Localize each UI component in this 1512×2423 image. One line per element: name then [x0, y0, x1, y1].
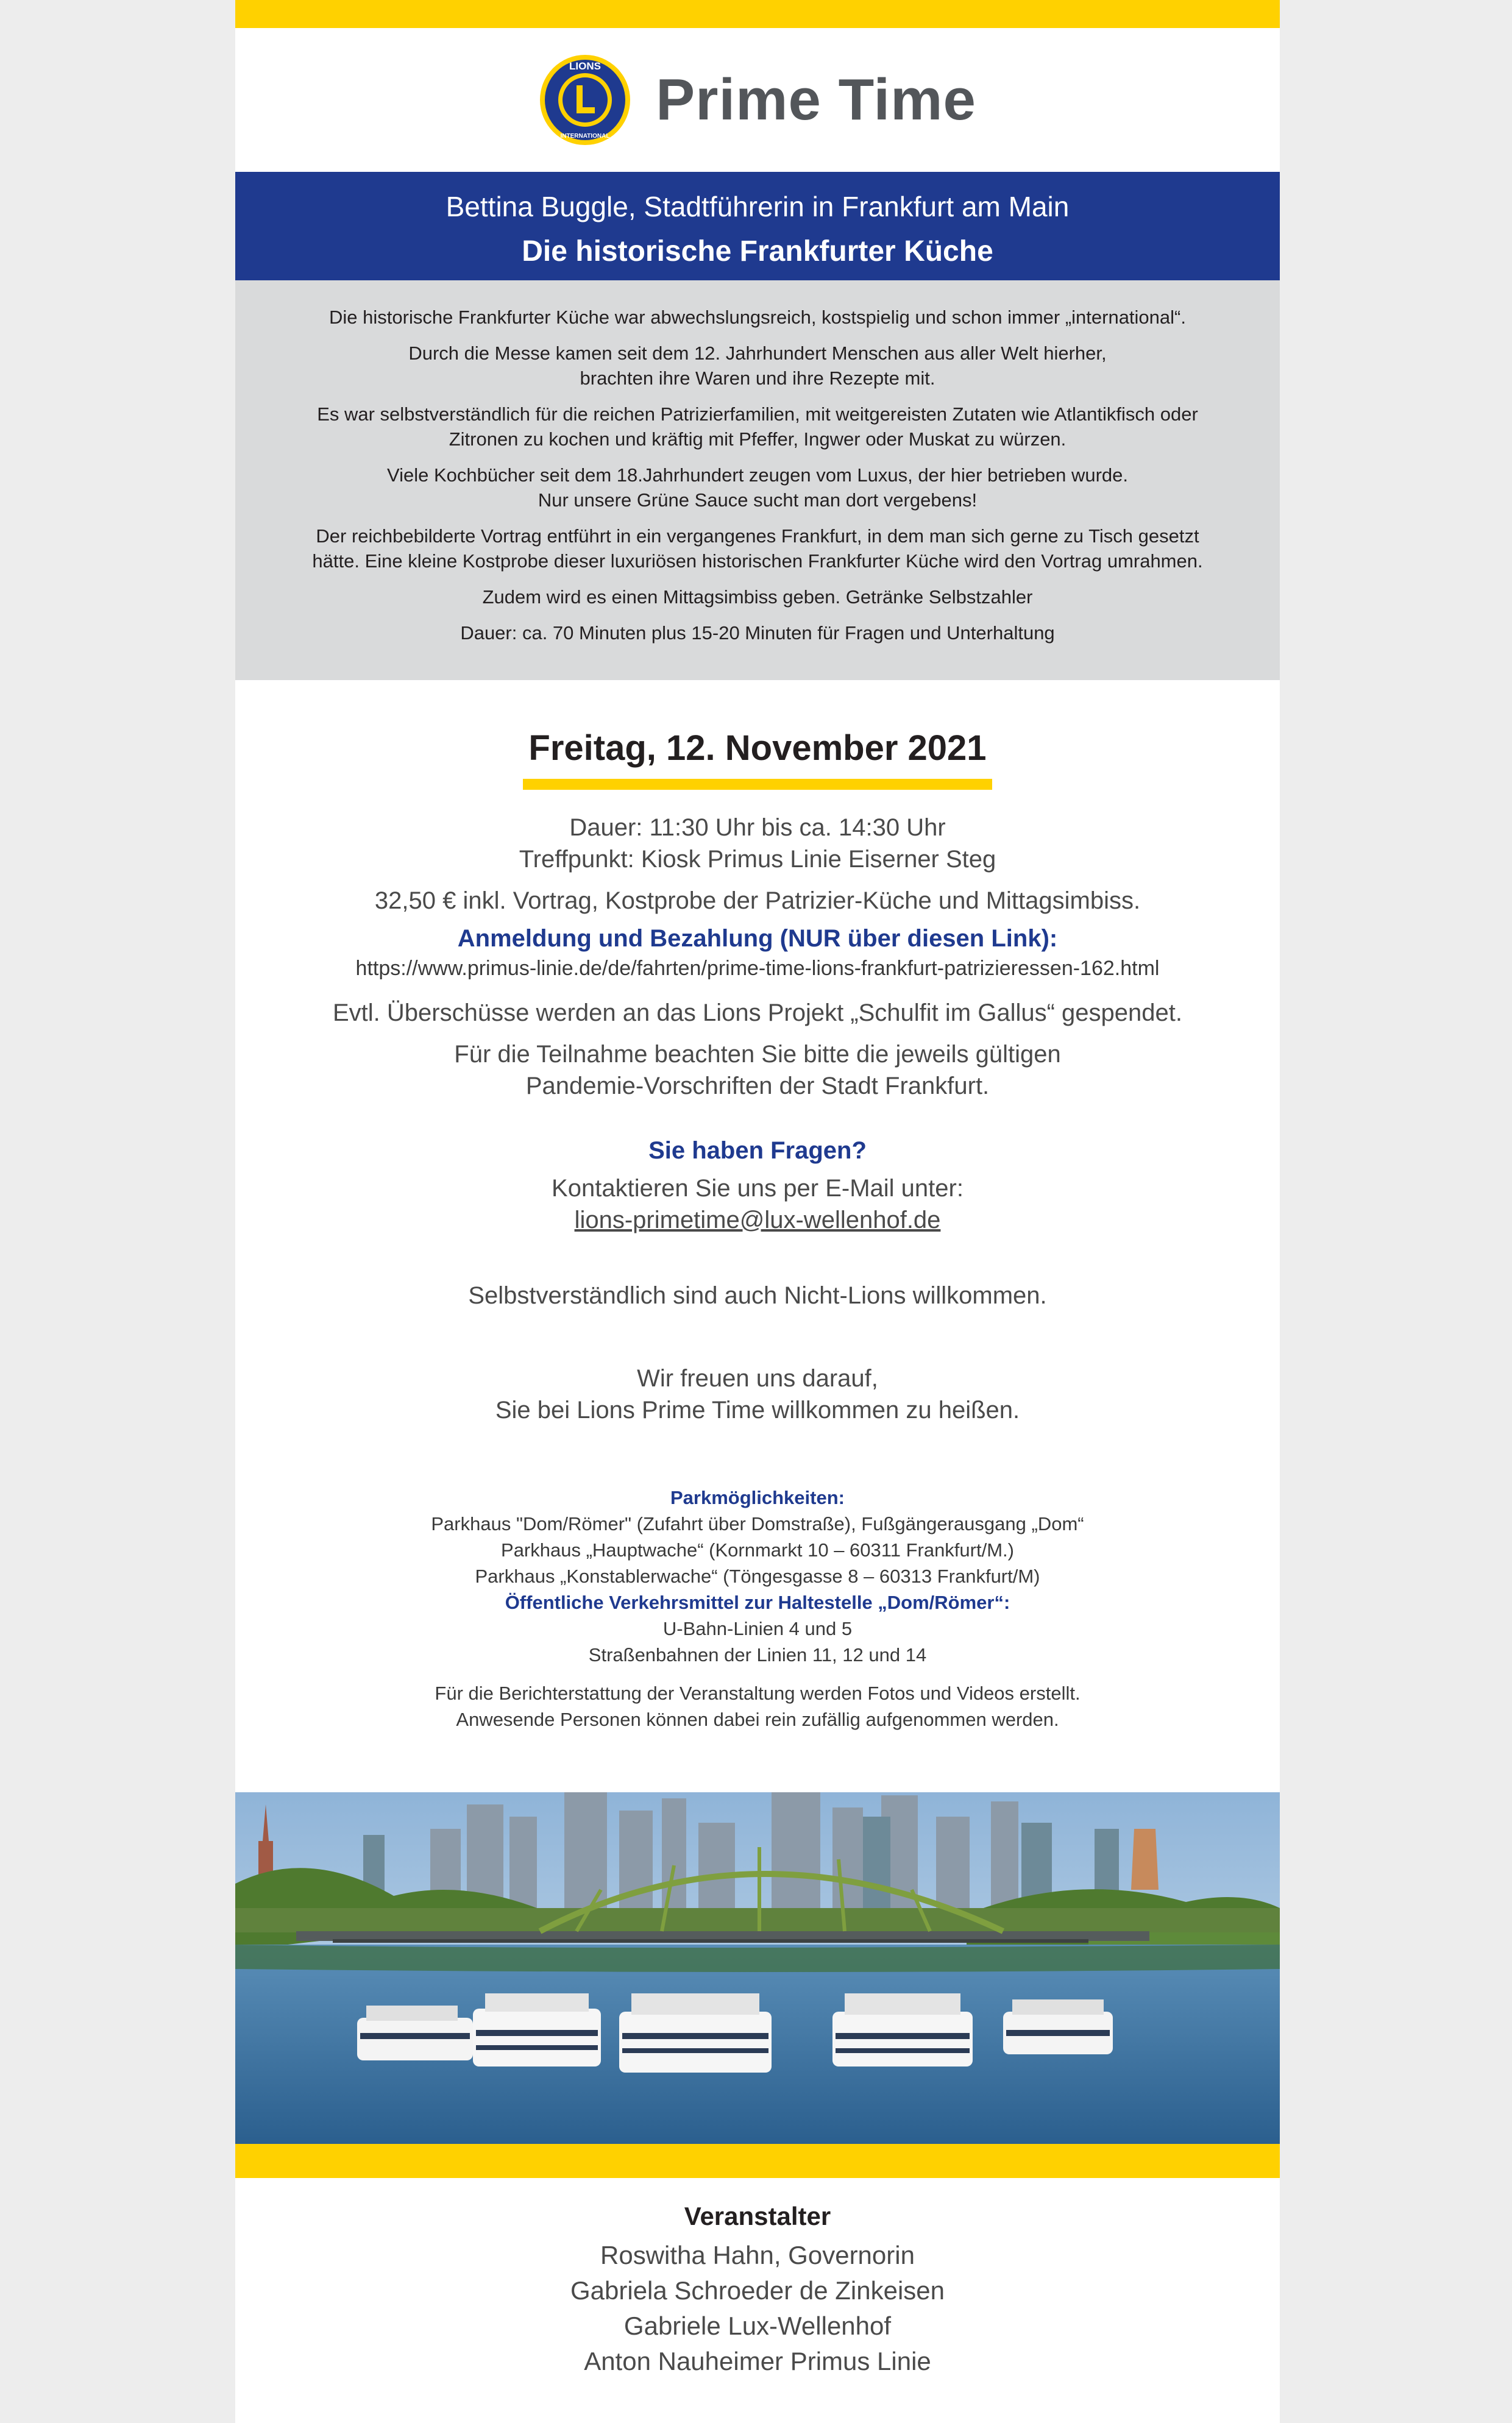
boat	[1003, 1999, 1113, 2054]
brand-title: Prime Time	[656, 67, 976, 132]
parking-item: Parkhaus "Dom/Römer" (Zufahrt über Domstraße), Fußgängerausgang „Dom“	[431, 1513, 1084, 1534]
contact-text: Kontaktieren Sie uns per E-Mail unter:	[552, 1175, 964, 1202]
parking-item: Parkhaus „Konstablerwache“ (Töngesgasse 8 – 60313 Frankfurt/M)	[475, 1566, 1040, 1587]
organizers-heading: Veranstalter	[684, 2202, 831, 2230]
speaker-line: Bettina Buggle, Stadtführerin in Frankfurt am Main	[445, 191, 1070, 222]
non-lions-welcome: Selbstverständlich sind auch Nicht-Lions willkommen.	[468, 1282, 1047, 1309]
date-underline	[523, 779, 992, 790]
intro-paragraph: Es war selbstverständlich für die reichen Patrizierfamilien, mit weitgereisten Zutaten wie Atlantikfisch oder Zitronen zu kochen und kräftig mit Pfeffer, Ingwer oder Muskat zu würzen.	[317, 403, 1198, 450]
meeting-point: Treffpunkt: Kiosk Primus Linie Eiserner Steg	[519, 846, 996, 873]
lions-logo-icon	[539, 54, 631, 146]
transit-item: U-Bahn-Linien 4 und 5	[662, 1618, 853, 1639]
photo-notice-line1: Für die Berichterstattung der Veranstaltung werden Fotos und Videos erstellt.	[435, 1683, 1081, 1704]
intro-box	[235, 280, 1280, 680]
frankfurt-river-photo	[235, 1792, 1280, 2144]
logo-text-top: LIONS	[569, 60, 602, 72]
topic-title: Die historische Frankfurter Küche	[522, 235, 993, 268]
boat	[473, 1993, 601, 2066]
organizer-name: Gabriela Schroeder de Zinkeisen	[570, 2276, 945, 2305]
contact-email-link[interactable]: lions-primetime@lux-wellenhof.de	[574, 1207, 941, 1233]
parking-item: Parkhaus „Hauptwache“ (Kornmarkt 10 – 60311 Frankfurt/M.)	[501, 1539, 1014, 1561]
intro-paragraph: Dauer: ca. 70 Minuten plus 15-20 Minuten für Fragen und Unterhaltung	[460, 622, 1055, 644]
header	[235, 28, 1280, 172]
bottom-yellow-bar	[235, 2144, 1280, 2178]
intro-paragraph: Zudem wird es einen Mittagsimbiss geben. Getränke Selbstzahler	[482, 586, 1033, 608]
organizer-name: Gabriele Lux-Wellenhof	[623, 2311, 892, 2340]
welcome-line2: Sie bei Lions Prime Time willkommen zu heißen.	[495, 1397, 1020, 1424]
boat	[357, 2006, 473, 2060]
parking-heading: Parkmöglichkeiten:	[670, 1487, 845, 1508]
boat	[619, 1993, 772, 2073]
intro-paragraph: Viele Kochbücher seit dem 18.Jahrhundert zeugen vom Luxus, der hier betrieben wurde. Nur unsere Grüne Sauce sucht man dort vergebens!	[386, 464, 1129, 511]
event-duration: Dauer: 11:30 Uhr bis ca. 14:30 Uhr	[569, 814, 946, 841]
boat	[832, 1993, 973, 2066]
intro-paragraph: Durch die Messe kamen seit dem 12. Jahrhundert Menschen aus aller Welt hierher, brachten ihre Waren und ihre Rezepte mit.	[408, 342, 1107, 389]
event-date: Freitag, 12. November 2021	[528, 728, 987, 768]
top-yellow-bar	[235, 0, 1280, 28]
organizer-name: Anton Nauheimer Primus Linie	[584, 2347, 931, 2375]
pandemic-note-line2: Pandemie-Vorschriften der Stadt Frankfurt.	[525, 1073, 990, 1099]
logo-text-bottom: INTERNATIONAL	[560, 133, 610, 140]
flyer-page	[235, 0, 1280, 2423]
photo-notice-line2: Anwesende Personen können dabei rein zufällig aufgenommen werden.	[456, 1709, 1059, 1730]
speaker-band	[235, 172, 1280, 280]
transit-heading: Öffentliche Verkehrsmittel zur Haltestelle „Dom/Römer“:	[505, 1592, 1010, 1613]
welcome-line1: Wir freuen uns darauf,	[637, 1365, 878, 1392]
pandemic-note-line1: Für die Teilnahme beachten Sie bitte die jeweils gültigen	[454, 1041, 1061, 1068]
transit-item: Straßenbahnen der Linien 11, 12 und 14	[588, 1644, 927, 1666]
organizers	[235, 2195, 1280, 2379]
intro-paragraph: Der reichbebilderte Vortrag entführt in ein vergangenes Frankfurt, in dem man sich gerne zu Tisch gesetzt hätte. Eine kleine Kostprobe dieser luxuriösen historischen Frankfurter Küche wird den Vortrag umrahmen.	[312, 525, 1203, 572]
donation-note: Evtl. Überschüsse werden an das Lions Projekt „Schulfit im Gallus“ gespendet.	[332, 999, 1182, 1026]
organizer-name: Roswitha Hahn, Governorin	[600, 2241, 915, 2269]
registration-heading: Anmeldung und Bezahlung (NUR über diesen Link):	[457, 925, 1058, 952]
intro-paragraph: Die historische Frankfurter Küche war abwechslungsreich, kostspielig und schon immer „international“.	[329, 307, 1186, 328]
registration-link[interactable]: https://www.primus-linie.de/de/fahrten/prime-time-lions-frankfurt-patrizieressen-162.html	[355, 957, 1160, 980]
price: 32,50 € inkl. Vortrag, Kostprobe der Patrizier-Küche und Mittagsimbiss.	[374, 887, 1141, 914]
contact-heading: Sie haben Fragen?	[648, 1137, 867, 1164]
event-details	[235, 724, 1280, 1733]
